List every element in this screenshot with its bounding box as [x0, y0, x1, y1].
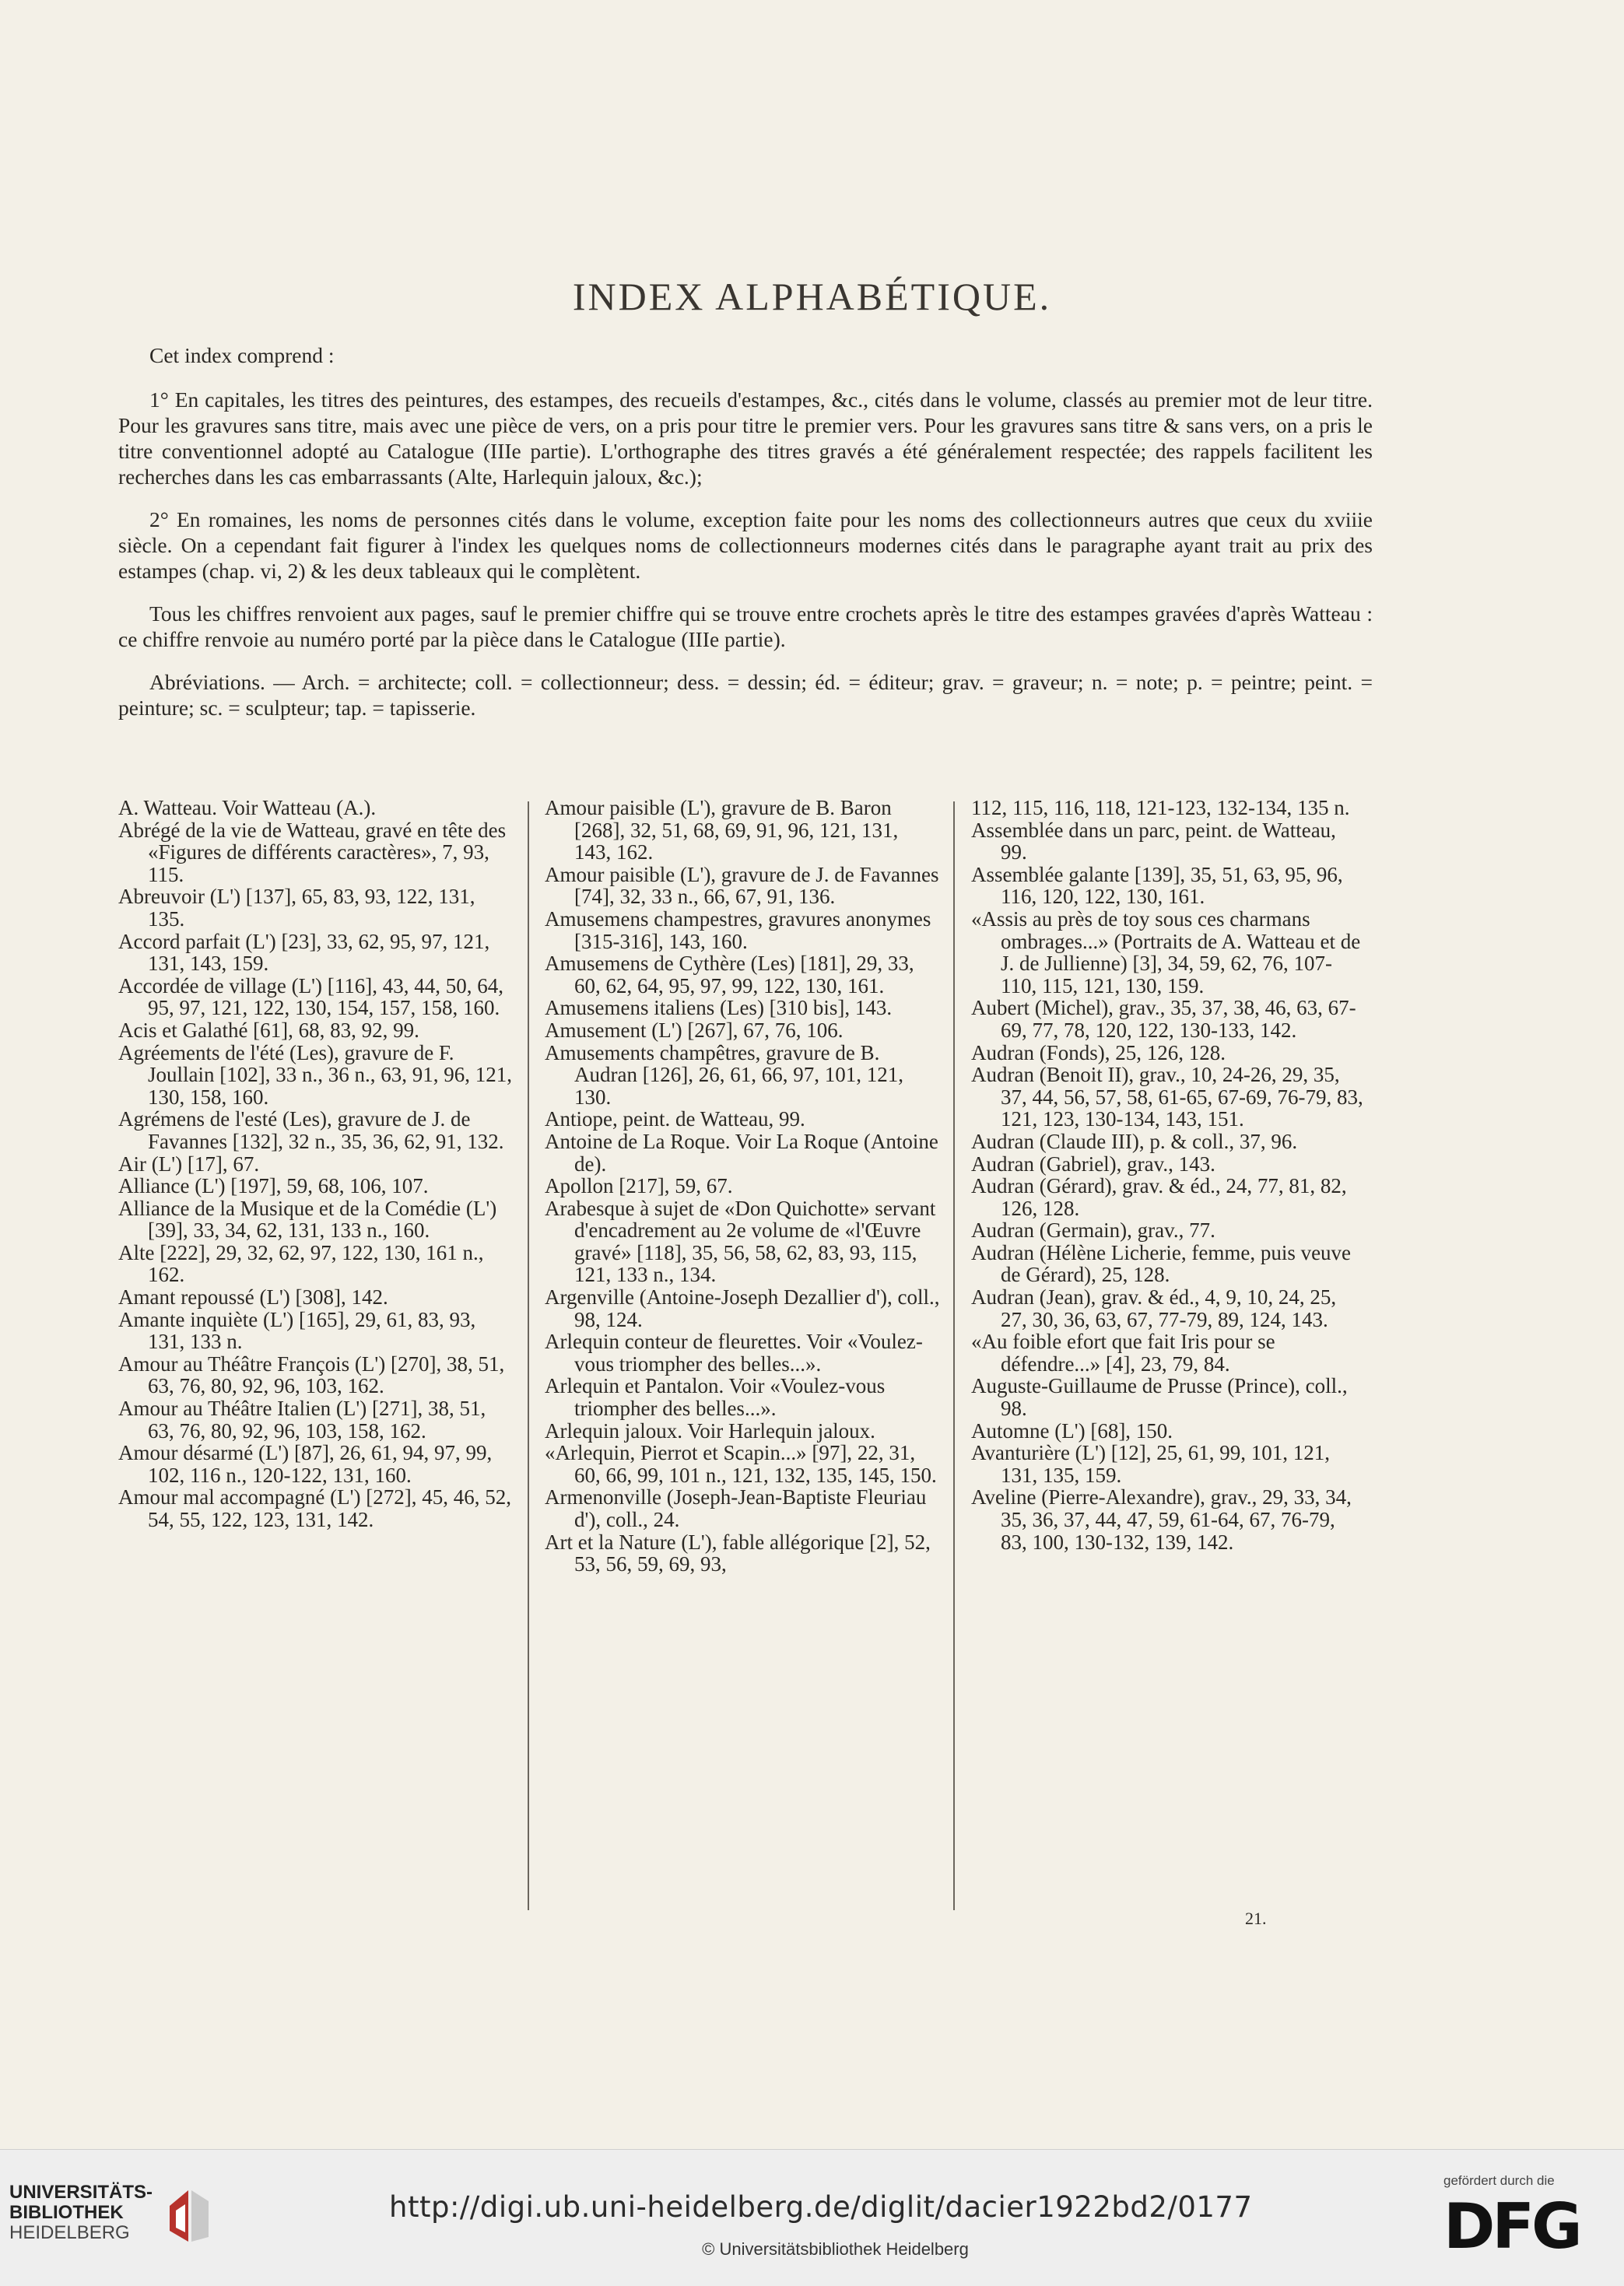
index-entry: Amusements champêtres, gravure de B. Audran [126], 26, 61, 66, 97, 101, 121, 130.: [545, 1040, 903, 1109]
index-entry: Acis et Galathé [61], 68, 83, 92, 99.: [118, 1018, 419, 1042]
index-entry: Arlequin jaloux. Voir Harlequin jaloux.: [545, 1418, 875, 1443]
intro-lead: Cet index comprend :: [149, 343, 335, 367]
index-entry: Art et la Nature (L'), fable allégorique [2], 52, 53, 56, 59, 69, 93,: [545, 1530, 931, 1576]
funded-by-label: gefördert durch die: [1443, 2173, 1555, 2188]
index-entry: Amour mal accompagné (L') [272], 45, 46, 52, 54, 55, 122, 123, 131, 142.: [118, 1485, 511, 1531]
permalink-url[interactable]: http://digi.ub.uni-heidelberg.de/diglit/dacier1922bd2/0177: [389, 2190, 1253, 2224]
page-number: 21.: [1245, 1909, 1267, 1928]
index-entry: Aubert (Michel), grav., 35, 37, 38, 46, 63, 67-69, 77, 78, 120, 122, 130-133, 142.: [971, 996, 1356, 1042]
index-entry: Audran (Hélène Licherie, femme, puis veuve de Gérard), 25, 128.: [971, 1240, 1352, 1287]
index-entry: Aveline (Pierre-Alexandre), grav., 29, 33, 34, 35, 36, 37, 44, 47, 59, 61-64, 67, 76-79, 83, 100, 130-132, 139, 142.: [971, 1485, 1352, 1554]
index-entry: Audran (Jean), grav. & éd., 4, 9, 10, 24, 25, 27, 30, 36, 63, 67, 77-79, 89, 124, 143.: [971, 1285, 1337, 1331]
index-entry: Automne (L') [68], 150.: [971, 1418, 1173, 1443]
index-entry: Antoine de La Roque. Voir La Roque (Antoine de).: [545, 1129, 938, 1176]
index-entry: Amour désarmé (L') [87], 26, 61, 94, 97, 99, 102, 116 n., 120-122, 131, 160.: [118, 1441, 493, 1487]
index-entry: Audran (Gabriel), grav., 143.: [971, 1152, 1215, 1176]
index-entry: A. Watteau. Voir Watteau (A.).: [118, 796, 377, 819]
index-entry: Agréements de l'été (Les), gravure de F. Joullain [102], 33 n., 36 n., 63, 91, 96, 121, 130, 158, 160.: [118, 1040, 512, 1109]
index-entry: Auguste-Guillaume de Prusse (Prince), coll., 98.: [971, 1374, 1348, 1421]
index-entry: Amour au Théâtre Italien (L') [271], 38, 51, 63, 76, 80, 92, 96, 103, 158, 162.: [118, 1397, 486, 1443]
index-entry: Amusemens de Cythère (Les) [181], 29, 33, 60, 62, 64, 95, 97, 99, 122, 130, 161.: [545, 952, 914, 997]
index-column-2: [545, 797, 940, 1576]
index-entry: Alte [222], 29, 32, 62, 97, 122, 130, 161 n., 162.: [118, 1240, 484, 1287]
column-divider: [528, 801, 529, 1910]
copyright-notice: © Universitätsbibliothek Heidelberg: [702, 2239, 969, 2259]
index-entry: Assemblée galante [139], 35, 51, 63, 95, 96, 116, 120, 122, 130, 161.: [971, 862, 1343, 909]
index-entry: Assemblée dans un parc, peint. de Watteau, 99.: [971, 818, 1336, 864]
intro-text: [118, 342, 1373, 738]
index-entry: Audran (Fonds), 25, 126, 128.: [971, 1040, 1226, 1064]
index-entry: Amusemens italiens (Les) [310 bis], 143.: [545, 996, 893, 1020]
viewer-footer: [0, 2149, 1624, 2286]
intro-paragraph-2: 2° En romaines, les noms de personnes cités dans le volume, exception faite pour les noms des collectionneurs autres que ceux du xviiie siècle. On a cependant fait figurer à l'index les quelques noms de collectionneurs modernes cités dans le paragraphe ayant trait au prix des estampes (chap. vi, 2) & les deux tableaux qui le complètent.: [118, 507, 1373, 583]
index-entry: Amant repoussé (L') [308], 142.: [118, 1285, 388, 1310]
index-entry: Alliance (L') [197], 59, 68, 106, 107.: [118, 1174, 429, 1198]
index-entry: Antiope, peint. de Watteau, 99.: [545, 1107, 805, 1131]
index-column-3: [971, 797, 1366, 1553]
index-entry: Amusement (L') [267], 67, 76, 106.: [545, 1018, 844, 1042]
index-entry: Air (L') [17], 67.: [118, 1152, 260, 1176]
index-entry: Abrégé de la vie de Watteau, gravé en tête des «Figures de différents caractères», 7, 93, 115.: [118, 818, 507, 886]
index-entry: Amusemens champestres, gravures anonymes [315-316], 143, 160.: [545, 906, 931, 953]
index-entry: Audran (Benoit II), grav., 10, 24-26, 29, 35, 37, 44, 56, 57, 58, 61-65, 67-69, 76-79, 83, 121, 123, 130-134, 143, 151.: [971, 1063, 1363, 1131]
index-entry: Audran (Claude III), p. & coll., 37, 96.: [971, 1129, 1298, 1153]
index-entry: Audran (Germain), grav., 77.: [971, 1218, 1215, 1243]
index-entry: Amour paisible (L'), gravure de J. de Favannes [74], 32, 33 n., 66, 67, 91, 136.: [545, 862, 939, 909]
page-title: INDEX ALPHABÉTIQUE.: [572, 275, 1052, 318]
dfg-logo[interactable]: [1443, 2173, 1615, 2267]
index-entry: Arlequin et Pantalon. Voir «Voulez-vous triompher des belles...».: [545, 1374, 886, 1421]
index-entry: Accord parfait (L') [23], 33, 62, 95, 97, 121, 131, 143, 159.: [118, 929, 490, 976]
dfg-wordmark: DFG: [1443, 2190, 1580, 2263]
index-columns: [118, 797, 1373, 1909]
index-entry: 112, 115, 116, 118, 121-123, 132-134, 135 n.: [971, 796, 1350, 819]
index-entry: Audran (Gérard), grav. & éd., 24, 77, 81, 82, 126, 128.: [971, 1174, 1347, 1220]
library-name: [9, 2183, 153, 2243]
index-entry: «Au foible efort que fait Iris pour se défendre...» [4], 23, 79, 84.: [971, 1330, 1275, 1376]
intro-paragraph-1: 1° En capitales, les titres des peintures, des estampes, des recueils d'estampes, &c., cités dans le volume, classés au premier mot de leur titre. Pour les gravures sans titre, mais avec une pièce de vers, on a pris pour titre le premier vers. Pour les gravures sans titre & sans vers, on a pris le titre conventionnel adopté au Catalogue (IIIe partie). L'orthographe des titres gravés a été généralement respectée; des rappels facilitent les recherches dans les cas embarrassants (Alte, Harlequin jaloux, &c.);: [118, 387, 1373, 489]
index-column-1: [118, 797, 514, 1531]
index-entry: Avanturière (L') [12], 25, 61, 99, 101, 121, 131, 135, 159.: [971, 1441, 1331, 1487]
index-entry: Amante inquiète (L') [165], 29, 61, 83, 93, 131, 133 n.: [118, 1307, 476, 1354]
index-entry: Argenville (Antoine-Joseph Dezallier d'), coll., 98, 124.: [545, 1285, 940, 1331]
index-entry: Amour paisible (L'), gravure de B. Baron [268], 32, 51, 68, 69, 91, 96, 121, 131, 143, 162.: [545, 796, 899, 864]
index-entry: Abreuvoir (L') [137], 65, 83, 93, 122, 131, 135.: [118, 885, 475, 931]
abbreviations: Abréviations. — Arch. = architecte; coll. = collectionneur; dess. = dessin; éd. = éditeur; grav. = graveur; n. = note; p. = peintre; peint. = peinture; sc. = sculpteur; tap. = tapisserie.: [118, 670, 1373, 720]
index-entry: Agrémens de l'esté (Les), gravure de J. de Favannes [132], 32 n., 35, 36, 62, 91, 132.: [118, 1107, 504, 1153]
library-name-line-1: UNIVERSITÄTS-: [9, 2182, 153, 2203]
index-entry: Armenonville (Joseph-Jean-Baptiste Fleuriau d'), coll., 24.: [545, 1485, 927, 1531]
column-divider: [953, 801, 955, 1910]
index-entry: Arlequin conteur de fleurettes. Voir «Voulez-vous triompher des belles...».: [545, 1330, 923, 1376]
library-name-line-2: BIBLIOTHEK: [9, 2202, 124, 2223]
index-entry: Accordée de village (L') [116], 43, 44, 50, 64, 95, 97, 121, 122, 130, 154, 157, 158, 160.: [118, 973, 503, 1020]
index-entry: Arabesque à sujet de «Don Quichotte» servant d'encadrement au 2e volume de «l'Œuvre gravé» [118], 35, 56, 58, 62, 83, 93, 115, 121, 133 n., 134.: [545, 1196, 936, 1287]
library-name-line-3: HEIDELBERG: [9, 2222, 130, 2243]
intro-paragraph-3: Tous les chiffres renvoient aux pages, sauf le premier chiffre qui se trouve entre crochets après le titre des estampes gravées d'après Watteau : ce chiffre renvoie au numéro porté par la pièce dans le Catalogue (IIIe partie).: [118, 601, 1373, 651]
index-entry: Alliance de la Musique et de la Comédie (L') [39], 33, 34, 62, 131, 133 n., 160.: [118, 1196, 497, 1243]
index-entry: «Assis au près de toy sous ces charmans ombrages...» (Portraits de A. Watteau et de J. de Jullienne) [3], 34, 59, 62, 76, 107-110, 115, 121, 130, 159.: [971, 906, 1361, 997]
index-entry: Apollon [217], 59, 67.: [545, 1174, 733, 1198]
index-entry: «Arlequin, Pierrot et Scapin...» [97], 22, 31, 60, 66, 99, 101 n., 121, 132, 135, 145, 150.: [545, 1441, 937, 1487]
index-entry: Amour au Théâtre François (L') [270], 38, 51, 63, 76, 80, 92, 96, 103, 162.: [118, 1352, 505, 1398]
